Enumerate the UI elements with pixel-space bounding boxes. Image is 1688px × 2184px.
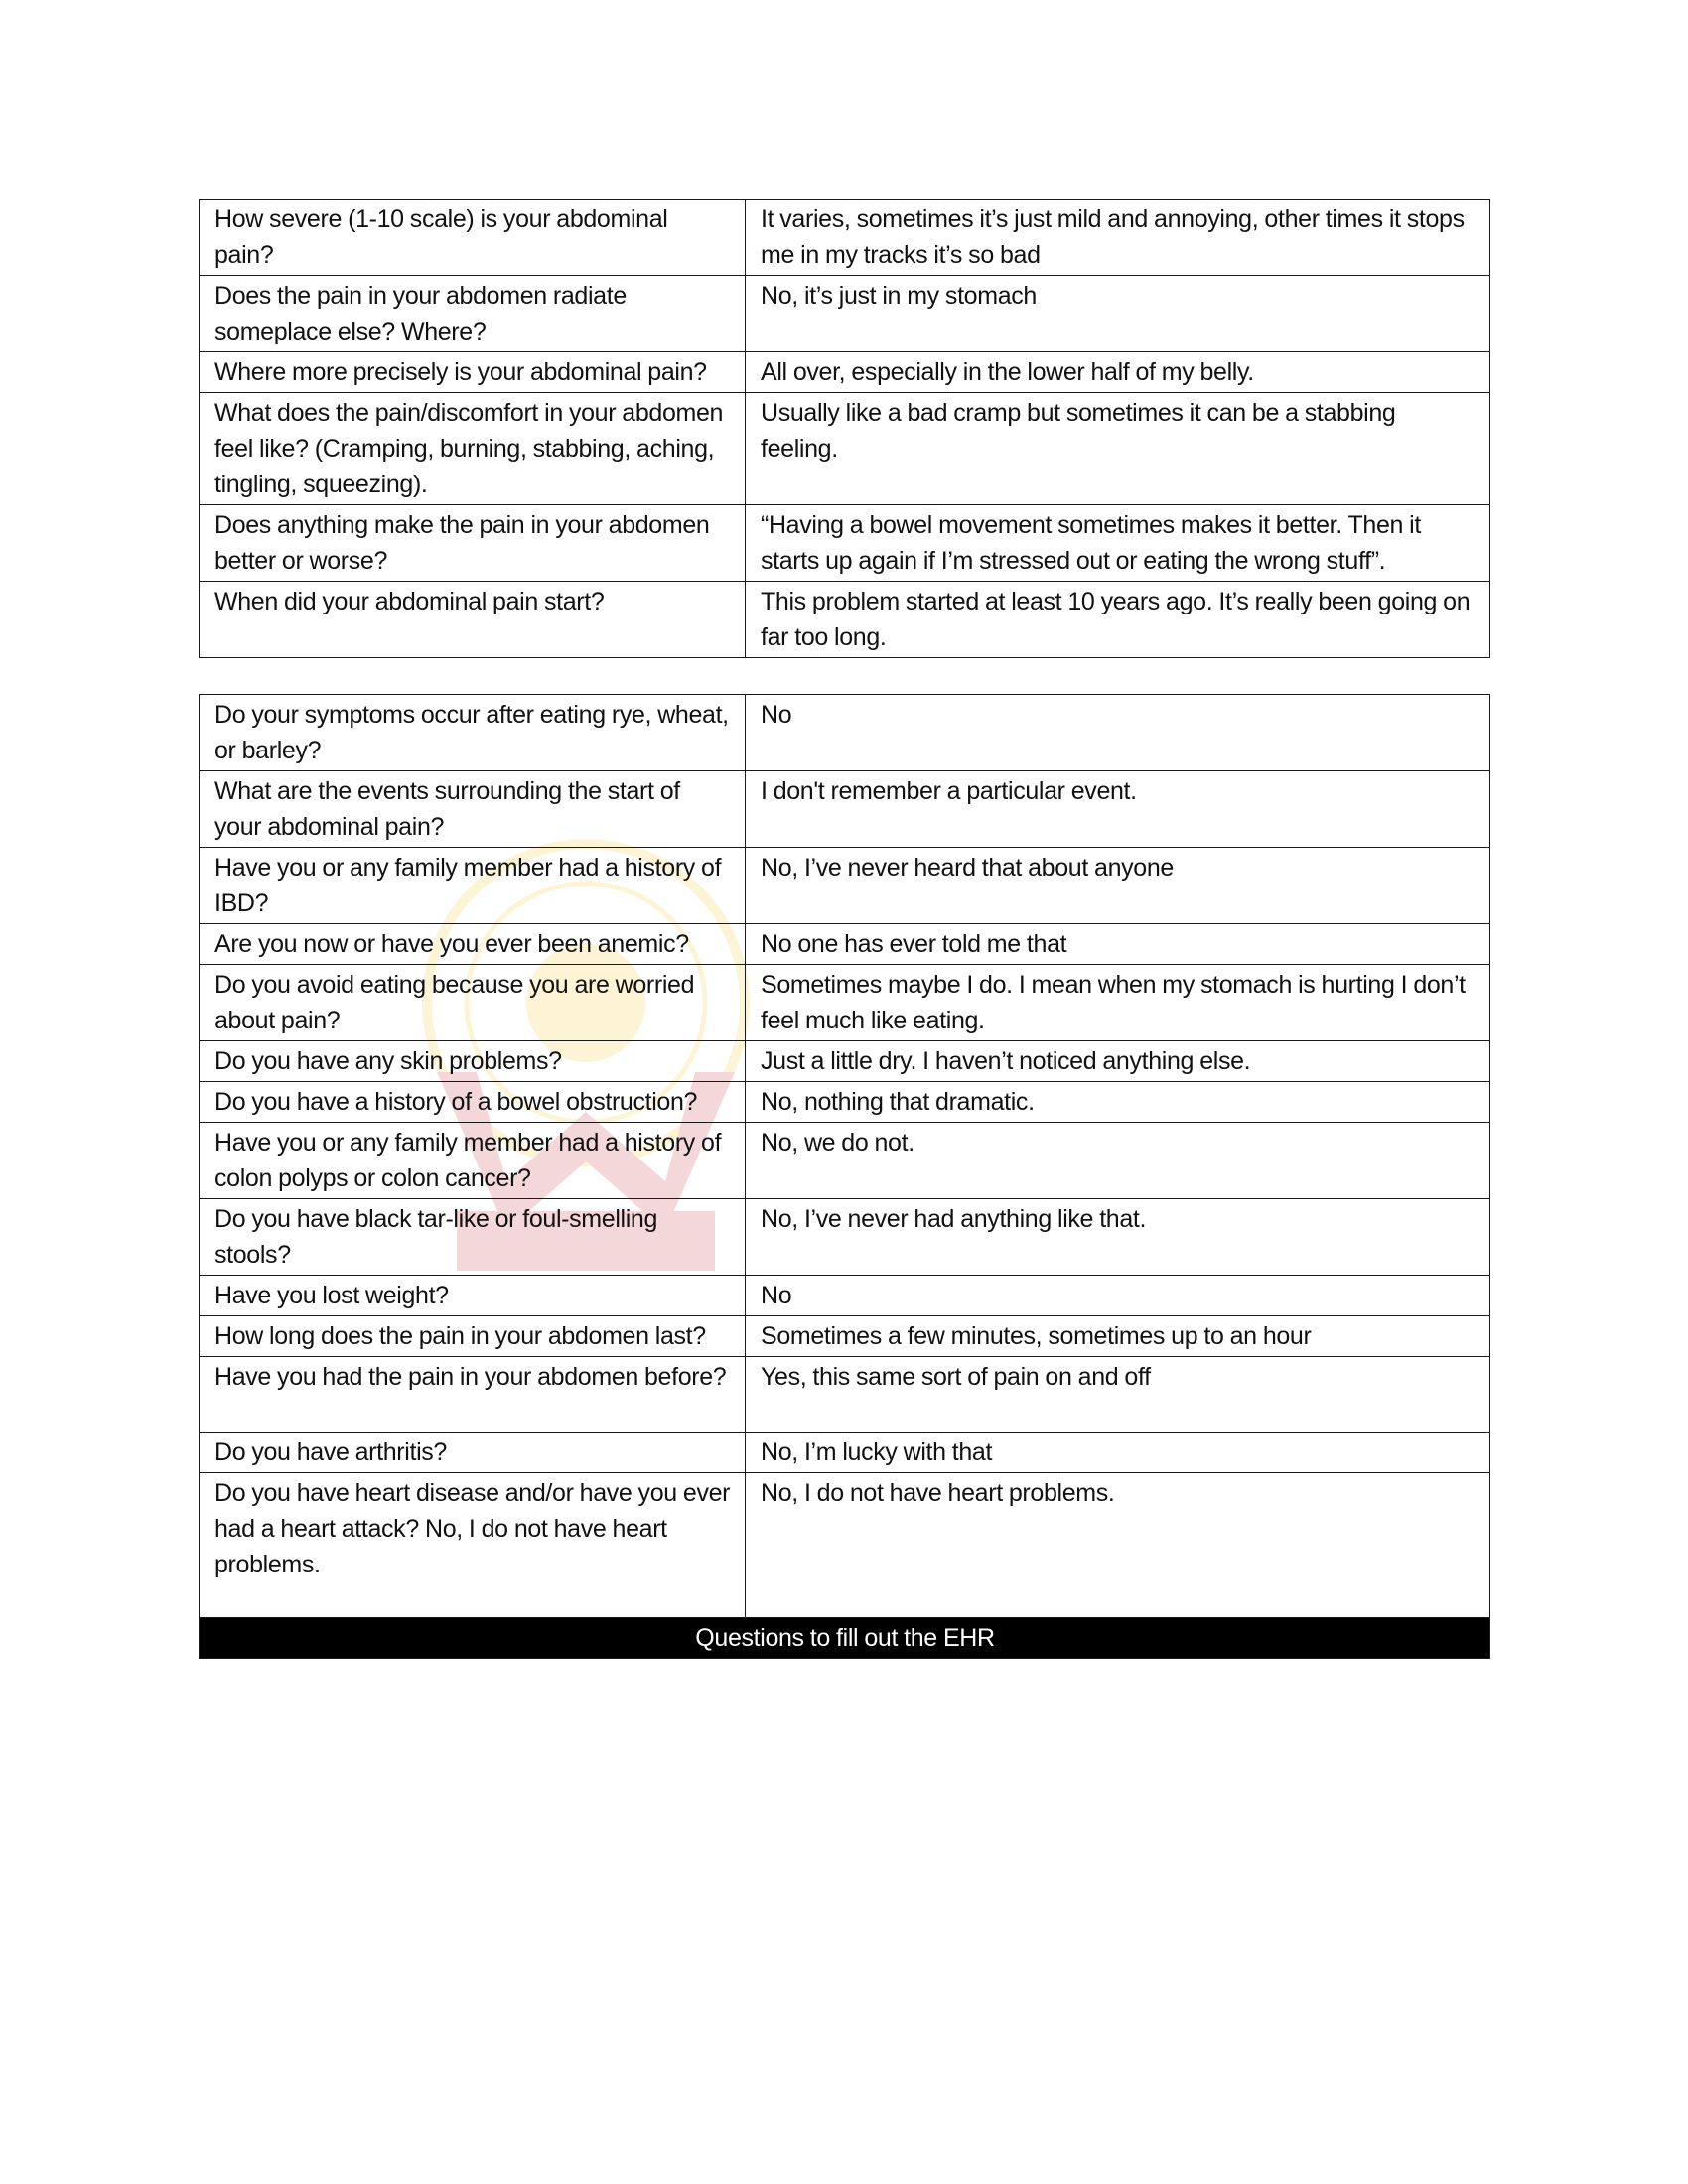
question-cell [200,200,746,276]
answer-cell [746,393,1490,505]
answer-cell [746,1123,1490,1199]
answer-cell [746,200,1490,276]
table-row [200,1276,1490,1316]
question-text: What does the pain/discomfort in your abdomen feel like? (Cramping, burning, stabbing, aching, tingling, squeezing). [214,399,724,498]
question-text: What are the events surrounding the start of your abdominal pain? [214,777,680,841]
question-text: Have you had the pain in your abdomen before? [214,1363,727,1391]
question-text: Do you avoid eating because you are worried about pain? [214,971,695,1034]
table-row [200,965,1490,1041]
table-row [200,582,1490,658]
answer-text: No, nothing that dramatic. [761,1088,1035,1116]
answer-cell [746,582,1490,658]
answer-cell [746,1199,1490,1276]
question-cell [200,582,746,658]
question-cell [200,771,746,848]
question-text: Do your symptoms occur after eating rye, wheat, or barley? [214,701,729,764]
answer-text: No one has ever told me that [761,930,1067,958]
answer-text: No [761,701,792,729]
question-cell [200,352,746,393]
table-caption-row [200,1618,1490,1659]
question-cell [200,848,746,924]
table-row [200,276,1490,352]
answer-text: Sometimes a few minutes, sometimes up to an hour [761,1322,1312,1350]
answer-cell [746,1276,1490,1316]
answer-text: No, it’s just in my stomach [761,282,1037,310]
table-caption: Questions to fill out the EHR [200,1618,1490,1659]
answer-cell [746,924,1490,965]
table-row [200,1041,1490,1082]
table-row [200,924,1490,965]
question-text: Where more precisely is your abdominal pain? [214,358,707,386]
qa-table-1 [199,199,1490,658]
question-cell [200,1041,746,1082]
question-text: Are you now or have you ever been anemic? [214,930,689,958]
question-cell [200,1473,746,1618]
question-cell [200,1316,746,1357]
table-row [200,393,1490,505]
answer-text: No [761,1282,792,1309]
answer-cell [746,505,1490,582]
qa-table-2 [199,694,1490,1659]
answer-cell [746,352,1490,393]
answer-cell [746,848,1490,924]
question-cell [200,1433,746,1473]
answer-text: Just a little dry. I haven’t noticed anything else. [761,1047,1251,1075]
table-row [200,1199,1490,1276]
answer-cell [746,1473,1490,1618]
table-row [200,848,1490,924]
answer-text: Sometimes maybe I do. I mean when my stomach is hurting I don’t feel much like eating. [761,971,1466,1034]
question-cell [200,276,746,352]
table-row [200,352,1490,393]
table-row [200,1357,1490,1433]
table-row [200,200,1490,276]
question-text: Do you have black tar-like or foul-smelling stools? [214,1205,658,1269]
answer-text: It varies, sometimes it’s just mild and annoying, other times it stops me in my tracks it’s so bad [761,205,1465,269]
question-cell [200,695,746,771]
answer-cell [746,1316,1490,1357]
table-row [200,1316,1490,1357]
question-text: Does the pain in your abdomen radiate someplace else? Where? [214,282,627,345]
answer-text: All over, especially in the lower half of my belly. [761,358,1254,386]
answer-text: I don't remember a particular event. [761,777,1137,805]
answer-cell [746,1357,1490,1433]
question-cell [200,1357,746,1433]
question-text: Have you or any family member had a history of colon polyps or colon cancer? [214,1129,722,1192]
question-cell [200,1276,746,1316]
question-cell [200,393,746,505]
table-row [200,1433,1490,1473]
table-row [200,1123,1490,1199]
answer-cell [746,965,1490,1041]
answer-text: No, I’ve never had anything like that. [761,1205,1147,1233]
question-text: Does anything make the pain in your abdomen better or worse? [214,511,710,575]
answer-cell [746,1082,1490,1123]
question-cell [200,965,746,1041]
answer-cell [746,695,1490,771]
question-cell [200,1199,746,1276]
answer-cell [746,276,1490,352]
table-row [200,771,1490,848]
question-cell [200,1082,746,1123]
answer-text: “Having a bowel movement sometimes makes it better. Then it starts up again if I’m stressed out or eating the wrong stuff”. [761,511,1421,575]
question-text: Have you lost weight? [214,1282,449,1309]
question-text: Do you have heart disease and/or have you ever had a heart attack? No, I do not have heart problems. [214,1479,731,1578]
answer-cell [746,1433,1490,1473]
answer-cell [746,771,1490,848]
question-text: Do you have any skin problems? [214,1047,562,1075]
question-text: Do you have arthritis? [214,1438,447,1466]
answer-text: No, I’m lucky with that [761,1438,993,1466]
answer-text: Usually like a bad cramp but sometimes it can be a stabbing feeling. [761,399,1396,463]
answer-text: This problem started at least 10 years ago. It’s really been going on far too long. [761,588,1471,651]
table-row [200,1473,1490,1618]
answer-text: No, I’ve never heard that about anyone [761,854,1174,882]
answer-cell [746,1041,1490,1082]
answer-text: No, I do not have heart problems. [761,1479,1115,1507]
table-row [200,695,1490,771]
question-cell [200,924,746,965]
table-row [200,1082,1490,1123]
question-text: How severe (1-10 scale) is your abdominal pain? [214,205,668,269]
answer-text: No, we do not. [761,1129,914,1157]
question-cell [200,505,746,582]
table-row [200,505,1490,582]
question-cell [200,1123,746,1199]
question-text: Have you or any family member had a history of IBD? [214,854,722,917]
question-text: How long does the pain in your abdomen last? [214,1322,706,1350]
answer-text: Yes, this same sort of pain on and off [761,1363,1151,1391]
question-text: Do you have a history of a bowel obstruction? [214,1088,698,1116]
question-text: When did your abdominal pain start? [214,588,605,615]
